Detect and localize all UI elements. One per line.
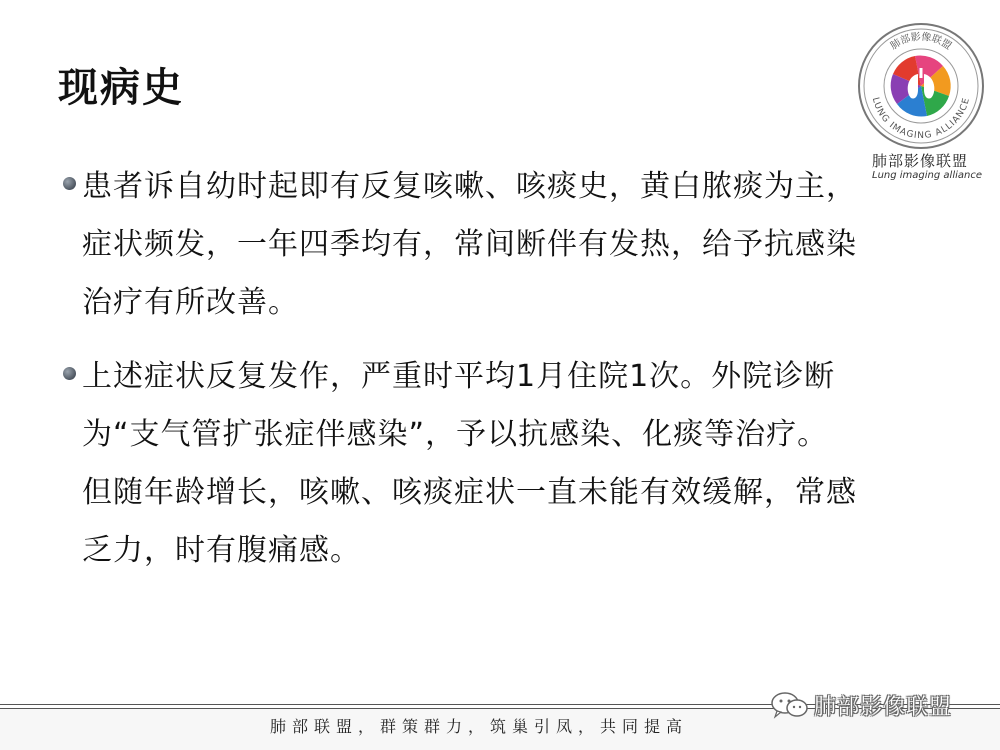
- logo-ring-bottom-text: LUNG IMAGING ALLIANCE: [869, 96, 973, 142]
- logo-caption: [872, 152, 1000, 182]
- logo-caption-en: Lung imaging alliance: [872, 170, 982, 181]
- wechat-icon: [768, 690, 812, 720]
- bullet-list: [58, 158, 858, 596]
- logo-caption-cn: 肺部影像联盟: [872, 152, 969, 170]
- logo-ring-top-text: 肺部影像联盟: [888, 31, 954, 53]
- bullet-dot-icon: [63, 177, 76, 190]
- footer-slogan: 肺部联盟，群策群力，筑巢引凤，共同提高: [270, 717, 689, 736]
- bullet-dot-icon: [63, 367, 76, 380]
- wechat-watermark-text: 肺部影像联盟: [814, 694, 953, 720]
- bullet-text: 上述症状反复发作，严重时平均1月住院1次。外院诊断为“支气管扩张症伴感染”，予以抗感染、化痰等治疗。但随年龄增长，咳嗽、咳痰症状一直未能有效缓解，常感乏力，时有腹痛感。: [82, 359, 857, 568]
- bullet-item: [58, 348, 858, 580]
- slide-title: 现病史: [58, 65, 184, 111]
- bullet-text: 患者诉自幼时起即有反复咳嗽、咳痰史，黄白脓痰为主，症状频发，一年四季均有，常间断伴有发热，给予抗感染治疗有所改善。: [82, 169, 857, 320]
- wechat-watermark: [768, 690, 952, 720]
- bullet-item: [58, 158, 858, 332]
